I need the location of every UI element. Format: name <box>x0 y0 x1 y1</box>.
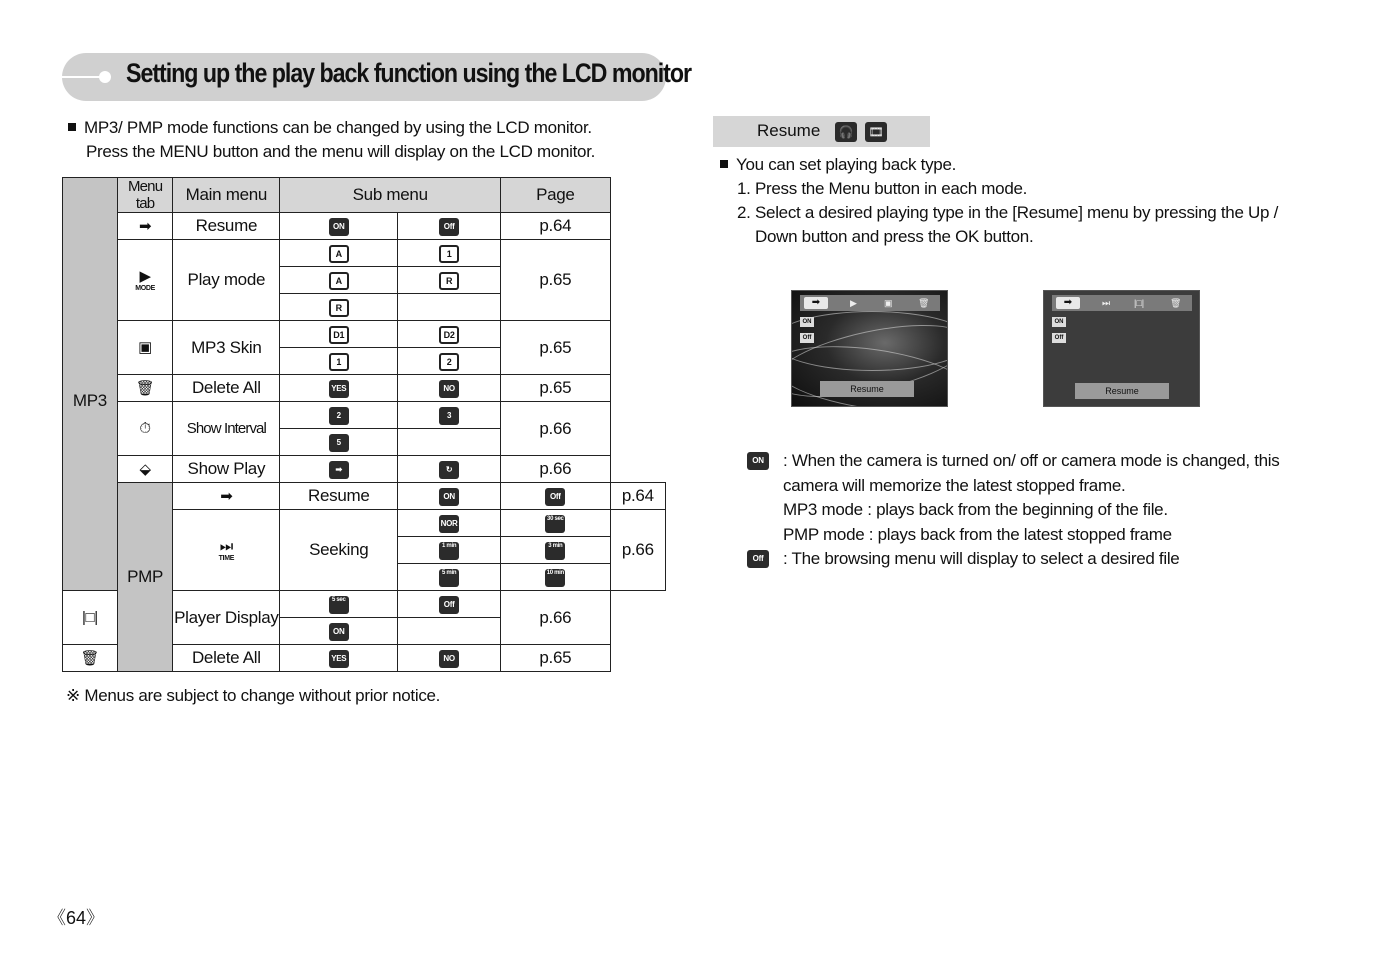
table-row <box>63 240 666 267</box>
random-repeat-icon: R <box>329 299 349 317</box>
trash-icon: 🗑 <box>1170 298 1182 308</box>
resume-heading: Resume <box>757 121 821 140</box>
off-icon: Off <box>545 488 565 506</box>
player-display-icon: |□| <box>1134 298 1145 308</box>
skin-icon: ▣ <box>884 298 893 308</box>
header-sub-menu: Sub menu <box>280 178 501 213</box>
off-icon: Off <box>439 218 459 236</box>
seek-5min-icon: 5 min <box>439 569 459 587</box>
skin-icon: ▣ <box>117 321 173 375</box>
header-menu-tab: Menu tab <box>117 178 173 213</box>
trash-icon: 🗑 <box>63 645 118 672</box>
play-all-icon: A <box>329 245 349 263</box>
main-menu-resume: Resume <box>173 213 280 240</box>
on-icon: ON <box>329 623 349 641</box>
table-row <box>63 483 666 510</box>
table-row <box>63 375 666 402</box>
main-menu-show-interval: Show Interval <box>173 402 280 456</box>
arrow-right-icon: ➡ <box>173 483 280 510</box>
table-row <box>63 456 666 483</box>
off-description: Off : The browsing menu will display to select a desired file <box>747 547 1279 572</box>
film-icon: 🎞 <box>865 122 887 142</box>
on-description-pmp: PMP mode : plays back from the latest stopped frame <box>783 524 1172 544</box>
screen-caption: Resume <box>820 381 914 397</box>
on-description-line-2: camera will memorize the latest stopped frame. <box>783 475 1126 495</box>
page-ref: p.65 <box>501 240 611 321</box>
table-row <box>63 213 666 240</box>
play-mode-icon: ▶ <box>850 298 857 308</box>
arrow-right-icon: ➡ <box>1056 297 1080 309</box>
skin-2-icon: 2 <box>439 353 459 371</box>
play-once-icon: ➡ <box>329 461 349 479</box>
lcd-screen-pmp <box>1043 290 1200 407</box>
skin-1-icon: 1 <box>329 353 349 371</box>
interval-2-icon: 2 <box>329 407 349 425</box>
player-display-icon: |□| <box>63 591 118 645</box>
main-menu-delete-all: Delete All <box>173 375 280 402</box>
off-icon: Off <box>747 550 769 568</box>
page-ref: p.66 <box>501 456 611 483</box>
seek-30sec-icon: 30 sec <box>545 515 565 533</box>
on-icon: ON <box>747 452 769 470</box>
yes-icon: YES <box>329 650 349 668</box>
header-main-menu: Main menu <box>173 178 280 213</box>
seeking-icon: ⏭ TIME <box>218 537 235 562</box>
on-icon: ON <box>329 218 349 236</box>
seek-10min-icon: 10 min <box>545 569 565 587</box>
page-ref: p.64 <box>501 213 611 240</box>
menu-table <box>62 177 666 672</box>
interval-3-icon: 3 <box>439 407 459 425</box>
screen-caption: Resume <box>1075 383 1169 399</box>
seeking-icon: ⏭ <box>1102 298 1111 308</box>
resume-heading-bar <box>713 116 930 147</box>
table-row <box>63 321 666 348</box>
header-page: Page <box>501 178 611 213</box>
page-number: 《64》 <box>48 908 105 928</box>
off-icon: Off <box>439 596 459 614</box>
seek-normal-icon: NOR <box>439 515 459 533</box>
table-row <box>63 402 666 429</box>
on-icon: ON <box>800 317 814 327</box>
arrow-right-icon: ➡ <box>117 213 173 240</box>
table-header-row <box>63 178 666 213</box>
arrow-right-icon: ➡ <box>804 297 828 309</box>
tab-mp3: MP3 <box>63 213 118 591</box>
repeat-all-icon: A <box>329 272 349 290</box>
on-description-mp3: MP3 mode : plays back from the beginning of the file. <box>783 500 1168 519</box>
resume-instructions <box>720 153 1278 249</box>
off-icon: Off <box>1052 333 1066 343</box>
page-ref: p.65 <box>501 375 611 402</box>
page-ref: p.66 <box>610 510 665 591</box>
main-menu-seeking: Seeking <box>280 510 398 591</box>
bullet-icon <box>68 123 76 131</box>
interval-5-icon: 5 <box>329 434 349 452</box>
repeat-one-icon: 1 <box>439 245 459 263</box>
on-icon: ON <box>439 488 459 506</box>
page-ref: p.65 <box>501 321 611 375</box>
tab-pmp: PMP <box>117 483 173 672</box>
table-header-blank <box>63 178 118 213</box>
page-ref: p.65 <box>501 645 611 672</box>
intro-text <box>68 116 595 164</box>
title-decoration-dot <box>99 71 111 83</box>
no-icon: NO <box>439 380 459 398</box>
page-ref: p.66 <box>501 591 611 645</box>
on-description: ON : When the camera is turned on/ off or camera mode is changed, this <box>747 449 1279 474</box>
trash-icon: 🗑 <box>918 298 930 308</box>
step-2-cont: Down button and press the OK button. <box>755 227 1034 246</box>
main-menu-player-display: Player Display <box>173 591 280 645</box>
main-menu-play-mode: Play mode <box>173 240 280 321</box>
title-decoration-line <box>62 76 104 78</box>
page-ref: p.66 <box>501 402 611 456</box>
intro-line-2: Press the MENU button and the menu will display on the LCD monitor. <box>86 142 596 161</box>
off-icon: Off <box>800 333 814 343</box>
headphones-icon: 🎧 <box>835 122 857 142</box>
play-repeat-icon: ↻ <box>439 461 459 479</box>
intro-line-1: MP3/ PMP mode functions can be changed by using the LCD monitor. <box>84 118 592 137</box>
page-ref: p.64 <box>610 483 665 510</box>
step-1: 1. Press the Menu button in each mode. <box>737 179 1028 198</box>
resume-bullet: You can set playing back type. <box>736 155 957 174</box>
show-play-icon: ⬙ <box>117 456 173 483</box>
timer-icon: ⏱ <box>117 402 173 456</box>
step-2: 2. Select a desired playing type in the [Resume] menu by pressing the Up / <box>737 203 1279 222</box>
seek-1min-icon: 1 min <box>439 542 459 560</box>
main-menu-resume: Resume <box>280 483 398 510</box>
random-icon: R <box>439 272 459 290</box>
main-menu-mp3-skin: MP3 Skin <box>173 321 280 375</box>
skin-d2-icon: D2 <box>439 326 459 344</box>
lcd-screen-mp3 <box>791 290 948 407</box>
bullet-icon <box>720 160 728 168</box>
no-icon: NO <box>439 650 459 668</box>
trash-icon: 🗑 <box>117 375 173 402</box>
main-menu-show-play: Show Play <box>173 456 280 483</box>
yes-icon: YES <box>329 380 349 398</box>
page-title: Setting up the play back function using the LCD monitor <box>126 58 692 88</box>
skin-d1-icon: D1 <box>329 326 349 344</box>
on-icon: ON <box>1052 317 1066 327</box>
seek-3min-icon: 3 min <box>545 542 565 560</box>
option-descriptions <box>747 449 1279 572</box>
play-mode-icon: ▶ MODE <box>135 267 156 292</box>
footnote: ※ Menus are subject to change without prior notice. <box>66 686 441 705</box>
display-5sec-icon: 5 sec <box>329 596 349 614</box>
main-menu-delete-all: Delete All <box>173 645 280 672</box>
